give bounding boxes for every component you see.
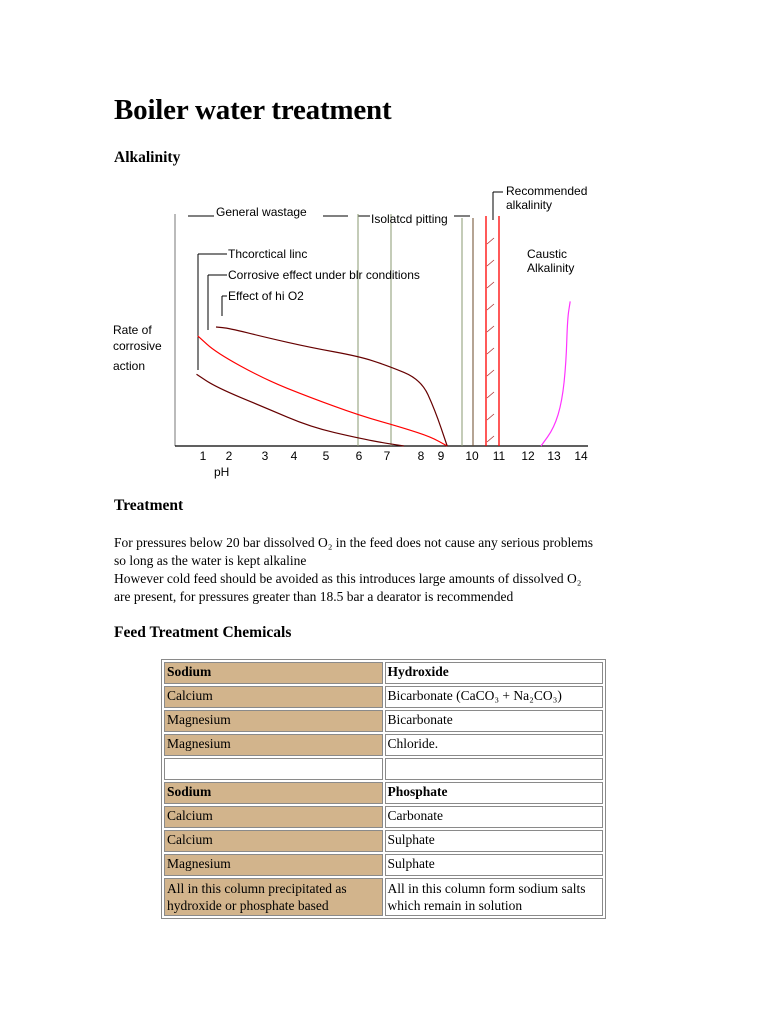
- x-tick-label: 13: [547, 449, 561, 463]
- table-cell: Magnesium: [164, 710, 383, 732]
- series-line-4: [541, 301, 570, 446]
- label-theoretical-line: Thcorctical linc: [228, 247, 308, 261]
- x-tick-label: 14: [574, 449, 588, 463]
- hatch-mark: [487, 238, 494, 244]
- table-cell: Magnesium: [164, 734, 383, 756]
- table-cell-empty: [164, 758, 383, 780]
- table-row: [164, 854, 603, 876]
- label-caustic-2: Alkalinity: [527, 261, 575, 275]
- table-row: [164, 686, 603, 708]
- treatment-line-2: so long as the water is kept alkaline: [114, 553, 307, 568]
- alkalinity-heading: Alkalinity: [114, 149, 181, 166]
- x-tick-label: 4: [290, 449, 298, 463]
- hatch-mark: [487, 414, 494, 420]
- x-tick-label: 2: [225, 449, 233, 463]
- label-recommended-alkalinity-2: alkalinity: [506, 198, 553, 212]
- table-cell: Calcium: [164, 806, 383, 828]
- x-axis-title: pH: [214, 465, 230, 479]
- table-cell: Hydroxide: [385, 662, 604, 684]
- table-row: [164, 830, 603, 852]
- label-recommended-alkalinity-1: Recommended: [506, 184, 588, 198]
- table-row: [164, 782, 603, 804]
- table-cell: Sulphate: [385, 854, 604, 876]
- corrosion-chart: [108, 180, 598, 480]
- table-cell-empty: [385, 758, 604, 780]
- table-row: [164, 662, 603, 684]
- hatch-mark: [487, 370, 494, 376]
- x-tick-label: 6: [355, 449, 363, 463]
- table-cell: All in this column form sodium salts which remain in solution: [385, 878, 604, 916]
- label-caustic-1: Caustic: [527, 247, 568, 261]
- series-line-1: [197, 374, 405, 446]
- chart-plot: [108, 180, 598, 480]
- ylabel-line-1: Rate of: [113, 323, 152, 337]
- label-corrosive-effect: Corrosive effect under blr conditions: [228, 268, 420, 282]
- hatch-mark: [487, 326, 494, 332]
- table-cell: Bicarbonate (CaCO₃ + Na₂CO₃): [385, 686, 604, 708]
- table-row: [164, 710, 603, 732]
- treatment-line-4: are present, for pressures greater than 18.5 bar a dearator is recommended: [114, 589, 514, 604]
- treatment-heading: Treatment: [114, 497, 184, 514]
- x-tick-label: 11: [492, 449, 506, 463]
- x-tick-label: 9: [437, 449, 445, 463]
- table-row: [164, 878, 603, 916]
- table-cell: Magnesium: [164, 854, 383, 876]
- label-isolated-pitting: Isolatcd pitting: [371, 212, 448, 226]
- label-effect-hi-o2: Effect of hi O2: [228, 289, 304, 303]
- treatment-line-3: However cold feed should be avoided as this introduces large amounts of dissolved O₂: [114, 571, 582, 586]
- x-tick-label: 7: [383, 449, 391, 463]
- table-cell: All in this column precipitated as hydroxide or phosphate based: [164, 878, 383, 916]
- x-tick-label: 3: [261, 449, 269, 463]
- table-cell: Sulphate: [385, 830, 604, 852]
- ylabel-line-3: action: [113, 359, 146, 373]
- x-tick-label: 1: [199, 449, 207, 463]
- hatch-mark: [487, 348, 494, 354]
- table-cell: Phosphate: [385, 782, 604, 804]
- x-tick-label: 12: [521, 449, 535, 463]
- table-cell: Chloride.: [385, 734, 604, 756]
- hatch-mark: [487, 392, 494, 398]
- x-tick-label: 8: [417, 449, 425, 463]
- label-general-wastage: General wastage: [216, 205, 307, 219]
- ylabel-line-2: corrosive: [113, 339, 162, 353]
- hatch-mark: [487, 282, 494, 288]
- table-row: [164, 734, 603, 756]
- table-cell: Sodium: [164, 782, 383, 804]
- x-tick-label: 5: [322, 449, 330, 463]
- table-cell: Bicarbonate: [385, 710, 604, 732]
- series-line-3: [216, 327, 447, 446]
- table-cell: Calcium: [164, 830, 383, 852]
- feed-treatment-heading: Feed Treatment Chemicals: [114, 624, 292, 641]
- table-row: [164, 806, 603, 828]
- table-cell: Calcium: [164, 686, 383, 708]
- hatch-mark: [487, 436, 494, 442]
- treatment-line-1: For pressures below 20 bar dissolved O₂ in the feed does not cause any serious problems: [114, 535, 593, 550]
- hatch-mark: [487, 260, 494, 266]
- x-tick-label: 10: [465, 449, 479, 463]
- table-cell: Sodium: [164, 662, 383, 684]
- page-title: Boiler water treatment: [114, 94, 392, 126]
- table-row-blank: [164, 758, 603, 780]
- hatch-mark: [487, 304, 494, 310]
- table-cell: Carbonate: [385, 806, 604, 828]
- feed-chemicals-table: [161, 659, 606, 919]
